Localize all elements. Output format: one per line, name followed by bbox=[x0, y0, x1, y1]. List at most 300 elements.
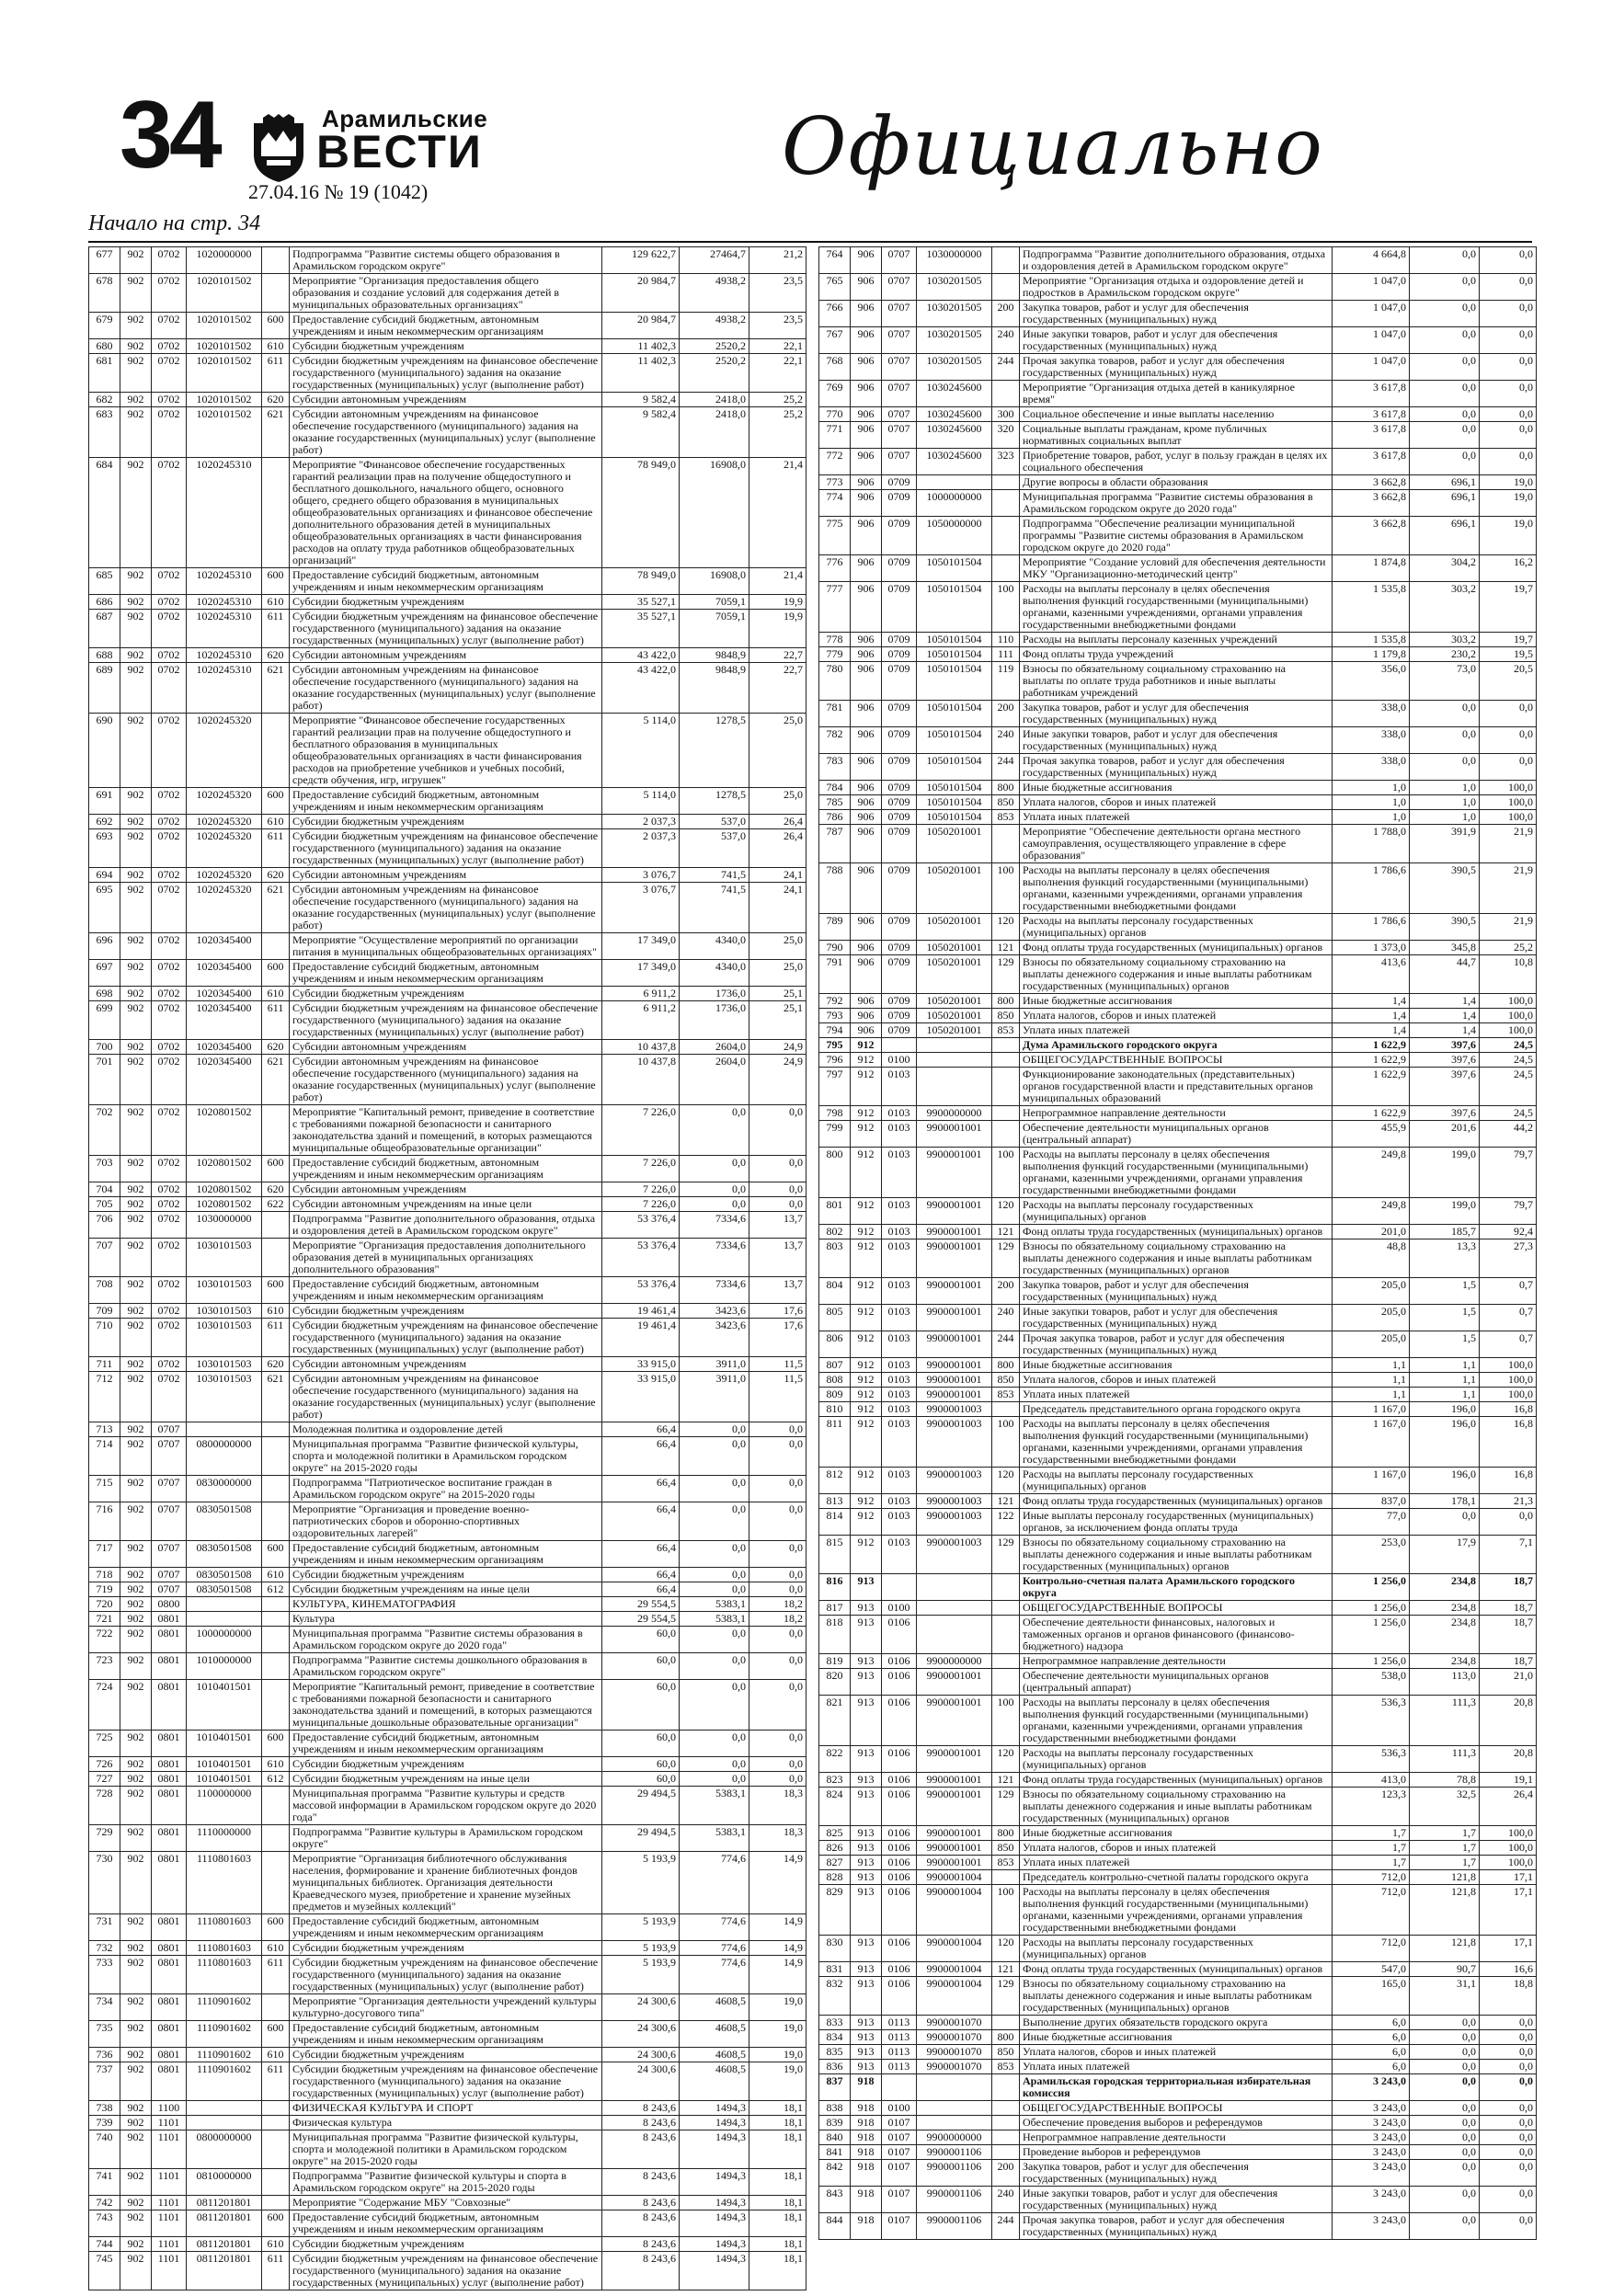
execution-percent: 19,1 bbox=[1480, 1773, 1537, 1788]
dept-code: 913 bbox=[851, 1885, 882, 1936]
execution-percent: 44,2 bbox=[1480, 1121, 1537, 1148]
row-number: 701 bbox=[89, 1055, 120, 1105]
target-code: 1050201001 bbox=[917, 825, 992, 863]
item-name: Подпрограмма "Развитие физической культуры и спорта в Арамильском городском округе" на 2015-2020 годы bbox=[290, 2169, 602, 2196]
dept-code: 906 bbox=[851, 517, 882, 555]
target-code: 1020245310 bbox=[187, 610, 262, 648]
planned-amount: 1 047,0 bbox=[1333, 354, 1410, 381]
dept-code: 912 bbox=[851, 1068, 882, 1106]
expense-type: 300 bbox=[992, 407, 1020, 422]
target-code: 9900001003 bbox=[917, 1509, 992, 1536]
planned-amount: 5 193,9 bbox=[602, 1914, 680, 1941]
planned-amount: 455,9 bbox=[1333, 1121, 1410, 1148]
table-row bbox=[89, 1304, 806, 1319]
executed-amount: 0,0 bbox=[1410, 2116, 1480, 2130]
planned-amount: 10 437,8 bbox=[602, 1040, 680, 1055]
dept-code: 902 bbox=[120, 829, 152, 868]
dept-code: 913 bbox=[851, 1773, 882, 1788]
expense-type bbox=[992, 247, 1020, 274]
planned-amount: 24 300,6 bbox=[602, 2048, 680, 2062]
dept-code: 902 bbox=[120, 648, 152, 663]
expense-type bbox=[262, 2116, 290, 2130]
execution-percent: 19,0 bbox=[1480, 475, 1537, 490]
section-code: 0709 bbox=[882, 1023, 917, 1038]
row-number: 698 bbox=[89, 987, 120, 1001]
executed-amount: 696,1 bbox=[1410, 517, 1480, 555]
planned-amount: 712,0 bbox=[1333, 1885, 1410, 1936]
item-name: Мероприятие "Осуществление мероприятий по организации питания в муниципальных общеобразовательных организациях" bbox=[290, 933, 602, 960]
executed-amount: 2604,0 bbox=[680, 1040, 749, 1055]
dept-code: 913 bbox=[851, 1654, 882, 1669]
execution-percent: 18,7 bbox=[1480, 1616, 1537, 1654]
item-name: Предоставление субсидий бюджетным, автономным учреждениям и иным некоммерческим организациям bbox=[290, 1914, 602, 1941]
item-name: Субсидии автономным учреждениям bbox=[290, 1357, 602, 1372]
target-code: 1010401501 bbox=[187, 1680, 262, 1731]
table-row bbox=[819, 1023, 1537, 1038]
execution-percent: 17,1 bbox=[1480, 1936, 1537, 1962]
row-number: 792 bbox=[819, 994, 851, 1009]
dept-code: 906 bbox=[851, 381, 882, 407]
table-row bbox=[89, 2021, 806, 2048]
expense-type: 621 bbox=[262, 1372, 290, 1422]
right-budget-column bbox=[818, 246, 1536, 2245]
expense-type bbox=[992, 2074, 1020, 2101]
planned-amount: 1 622,9 bbox=[1333, 1068, 1410, 1106]
row-number: 833 bbox=[819, 2016, 851, 2030]
target-code: 1020245320 bbox=[187, 714, 262, 788]
expense-type: 129 bbox=[992, 955, 1020, 994]
dept-code: 902 bbox=[120, 1239, 152, 1277]
execution-percent: 19,7 bbox=[1480, 582, 1537, 633]
planned-amount: 205,0 bbox=[1333, 1305, 1410, 1331]
execution-percent: 18,2 bbox=[749, 1597, 806, 1612]
execution-percent: 17,1 bbox=[1480, 1885, 1537, 1936]
dept-code: 902 bbox=[120, 1319, 152, 1357]
execution-percent: 0,0 bbox=[1480, 2116, 1537, 2130]
expense-type bbox=[992, 1669, 1020, 1696]
dept-code: 906 bbox=[851, 475, 882, 490]
expense-type bbox=[992, 381, 1020, 407]
dept-code: 902 bbox=[120, 868, 152, 883]
expense-type bbox=[262, 1787, 290, 1825]
planned-amount: 24 300,6 bbox=[602, 2021, 680, 2048]
execution-percent: 17,6 bbox=[749, 1319, 806, 1357]
section-code: 0801 bbox=[152, 2048, 187, 2062]
expense-type: 611 bbox=[262, 829, 290, 868]
table-row bbox=[89, 714, 806, 788]
section-code bbox=[882, 2074, 917, 2101]
row-number: 843 bbox=[819, 2187, 851, 2213]
executed-amount: 1,1 bbox=[1410, 1373, 1480, 1388]
execution-percent: 0,0 bbox=[749, 1541, 806, 1568]
table-row bbox=[819, 1669, 1537, 1696]
planned-amount: 1 373,0 bbox=[1333, 941, 1410, 955]
execution-percent: 14,9 bbox=[749, 1852, 806, 1914]
target-code: 1020101502 bbox=[187, 339, 262, 354]
dept-code: 918 bbox=[851, 2130, 882, 2145]
item-name: Подпрограмма "Развитие системы дошкольного образования в Арамильском городском округе" bbox=[290, 1653, 602, 1680]
item-name: Прочая закупка товаров, работ и услуг для обеспечения государственных (муниципальных) нужд bbox=[1020, 354, 1333, 381]
expense-type bbox=[262, 933, 290, 960]
planned-amount: 60,0 bbox=[602, 1653, 680, 1680]
target-code: 9900001001 bbox=[917, 1388, 992, 1402]
execution-percent: 25,1 bbox=[749, 1001, 806, 1040]
target-code: 1110901602 bbox=[187, 2048, 262, 2062]
target-code: 1020101502 bbox=[187, 274, 262, 313]
execution-percent: 0,7 bbox=[1480, 1331, 1537, 1358]
executed-amount: 0,0 bbox=[1410, 2160, 1480, 2187]
table-row bbox=[89, 1437, 806, 1476]
dept-code: 902 bbox=[120, 393, 152, 407]
dept-code: 902 bbox=[120, 1105, 152, 1156]
table-row bbox=[819, 2060, 1537, 2074]
section-code: 0702 bbox=[152, 788, 187, 815]
planned-amount: 3 617,8 bbox=[1333, 381, 1410, 407]
expense-type: 611 bbox=[262, 1956, 290, 1994]
expense-type: 611 bbox=[262, 2062, 290, 2101]
target-code: 9900001070 bbox=[917, 2016, 992, 2030]
table-row bbox=[89, 1568, 806, 1582]
executed-amount: 1,0 bbox=[1410, 781, 1480, 795]
item-name: Иные закупки товаров, работ и услуг для обеспечения государственных (муниципальных) нужд bbox=[1020, 1305, 1333, 1331]
section-code: 0707 bbox=[882, 407, 917, 422]
expense-type: 600 bbox=[262, 788, 290, 815]
table-row bbox=[819, 1870, 1537, 1885]
section-code: 0100 bbox=[882, 2101, 917, 2116]
execution-percent: 18,1 bbox=[749, 2116, 806, 2130]
expense-type: 620 bbox=[262, 1182, 290, 1197]
planned-amount: 3 243,0 bbox=[1333, 2213, 1410, 2240]
execution-percent: 18,2 bbox=[749, 1612, 806, 1627]
target-code: 1030201505 bbox=[917, 301, 992, 327]
execution-percent: 0,0 bbox=[749, 1772, 806, 1787]
execution-percent: 16,6 bbox=[1480, 1962, 1537, 1977]
item-name: Субсидии автономным учреждениям на финансовое обеспечение государственного (муниципального) задания на оказание государственных (муниципальных) услуг (выполнение работ) bbox=[290, 1372, 602, 1422]
expense-type bbox=[262, 274, 290, 313]
table-row bbox=[819, 1038, 1537, 1053]
planned-amount: 1,4 bbox=[1333, 1009, 1410, 1023]
executed-amount: 0,0 bbox=[680, 1105, 749, 1156]
row-number: 700 bbox=[89, 1040, 120, 1055]
section-code: 0707 bbox=[152, 1422, 187, 1437]
expense-type: 600 bbox=[262, 2210, 290, 2237]
planned-amount: 3 076,7 bbox=[602, 868, 680, 883]
planned-amount: 1 047,0 bbox=[1333, 327, 1410, 354]
target-code: 1050201001 bbox=[917, 1009, 992, 1023]
section-code: 0103 bbox=[882, 1388, 917, 1402]
target-code: 1030000000 bbox=[917, 247, 992, 274]
table-row bbox=[89, 1597, 806, 1612]
executed-amount: 0,0 bbox=[680, 1680, 749, 1731]
planned-amount: 66,4 bbox=[602, 1502, 680, 1541]
target-code: 1050101504 bbox=[917, 781, 992, 795]
dept-code: 902 bbox=[120, 1541, 152, 1568]
dept-code: 912 bbox=[851, 1536, 882, 1574]
section-code: 0702 bbox=[152, 987, 187, 1001]
row-number: 806 bbox=[819, 1331, 851, 1358]
dept-code: 913 bbox=[851, 1977, 882, 2016]
planned-amount: 3 617,8 bbox=[1333, 449, 1410, 475]
execution-percent: 19,0 bbox=[749, 2021, 806, 2048]
target-code bbox=[917, 2116, 992, 2130]
expense-type bbox=[262, 458, 290, 568]
item-name: Мероприятие "Организация и проведение военно-патриотических сборов и оборонно-спортивных оздоровительных лагерей" bbox=[290, 1502, 602, 1541]
dept-code: 918 bbox=[851, 2145, 882, 2160]
dept-code: 902 bbox=[120, 815, 152, 829]
expense-type: 244 bbox=[992, 2213, 1020, 2240]
planned-amount: 3 243,0 bbox=[1333, 2145, 1410, 2160]
target-code: 9900001003 bbox=[917, 1402, 992, 1417]
section-code: 0709 bbox=[882, 1009, 917, 1023]
expense-type: 100 bbox=[992, 863, 1020, 914]
section-code: 0709 bbox=[882, 490, 917, 517]
target-code: 0811201801 bbox=[187, 2237, 262, 2252]
planned-amount: 9 582,4 bbox=[602, 393, 680, 407]
section-code: 0800 bbox=[152, 1597, 187, 1612]
planned-amount: 1 167,0 bbox=[1333, 1402, 1410, 1417]
section-code: 0702 bbox=[152, 458, 187, 568]
planned-amount: 66,4 bbox=[602, 1541, 680, 1568]
execution-percent: 24,9 bbox=[749, 1040, 806, 1055]
expense-type bbox=[992, 1574, 1020, 1601]
dept-code: 902 bbox=[120, 313, 152, 339]
table-row bbox=[89, 247, 806, 274]
target-code: 1020245320 bbox=[187, 788, 262, 815]
target-code: 1110901602 bbox=[187, 2021, 262, 2048]
executed-amount: 185,7 bbox=[1410, 1225, 1480, 1239]
expense-type: 200 bbox=[992, 301, 1020, 327]
dept-code: 902 bbox=[120, 1653, 152, 1680]
expense-type: 850 bbox=[992, 1841, 1020, 1856]
row-number: 768 bbox=[819, 354, 851, 381]
executed-amount: 196,0 bbox=[1410, 1402, 1480, 1417]
item-name: Подпрограмма "Развитие дополнительного образования, отдыха и оздоровления детей в Арамильском городском округе" bbox=[290, 1212, 602, 1239]
execution-percent: 14,9 bbox=[749, 1914, 806, 1941]
expense-type: 611 bbox=[262, 610, 290, 648]
expense-type: 620 bbox=[262, 393, 290, 407]
section-code: 0707 bbox=[882, 274, 917, 301]
expense-type: 850 bbox=[992, 1009, 1020, 1023]
target-code bbox=[917, 1053, 992, 1068]
table-row bbox=[89, 815, 806, 829]
row-number: 740 bbox=[89, 2130, 120, 2169]
expense-type bbox=[992, 1053, 1020, 1068]
target-code: 1050101504 bbox=[917, 727, 992, 754]
dept-code: 912 bbox=[851, 1373, 882, 1388]
dept-code: 902 bbox=[120, 1212, 152, 1239]
row-number: 705 bbox=[89, 1197, 120, 1212]
expense-type: 800 bbox=[992, 1826, 1020, 1841]
row-number: 713 bbox=[89, 1422, 120, 1437]
item-name: КУЛЬТУРА, КИНЕМАТОГРАФИЯ bbox=[290, 1597, 602, 1612]
target-code: 1030245600 bbox=[917, 449, 992, 475]
target-code: 9900001001 bbox=[917, 1305, 992, 1331]
execution-percent: 0,0 bbox=[1480, 701, 1537, 727]
row-number: 832 bbox=[819, 1977, 851, 2016]
execution-percent: 24,1 bbox=[749, 883, 806, 933]
section-code: 0107 bbox=[882, 2116, 917, 2130]
dept-code: 906 bbox=[851, 863, 882, 914]
table-row bbox=[819, 1305, 1537, 1331]
expense-type: 611 bbox=[262, 1319, 290, 1357]
section-code: 0707 bbox=[152, 1582, 187, 1597]
section-code: 0709 bbox=[882, 914, 917, 941]
planned-amount: 66,4 bbox=[602, 1582, 680, 1597]
item-name: Мероприятие "Организация отдыха детей в каникулярное время" bbox=[1020, 381, 1333, 407]
section-code: 1101 bbox=[152, 2169, 187, 2196]
planned-amount: 1,0 bbox=[1333, 810, 1410, 825]
item-name: Взносы по обязательному социальному страхованию на выплаты денежного содержания и иные выплаты работникам государственных (муниципальных) органов bbox=[1020, 1536, 1333, 1574]
target-code: 9900001003 bbox=[917, 1494, 992, 1509]
item-name: ОБЩЕГОСУДАРСТВЕННЫЕ ВОПРОСЫ bbox=[1020, 1053, 1333, 1068]
section-code: 0106 bbox=[882, 1669, 917, 1696]
executed-amount: 90,7 bbox=[1410, 1962, 1480, 1977]
dept-code: 902 bbox=[120, 663, 152, 714]
planned-amount: 17 349,0 bbox=[602, 960, 680, 987]
row-number: 727 bbox=[89, 1772, 120, 1787]
executed-amount: 0,0 bbox=[680, 1182, 749, 1197]
target-code: 9900001001 bbox=[917, 1358, 992, 1373]
section-code: 0702 bbox=[152, 595, 187, 610]
expense-type: 600 bbox=[262, 960, 290, 987]
execution-percent: 27,3 bbox=[1480, 1239, 1537, 1278]
planned-amount: 3 243,0 bbox=[1333, 2116, 1410, 2130]
row-number: 729 bbox=[89, 1825, 120, 1852]
executed-amount: 0,0 bbox=[680, 1476, 749, 1502]
dept-code: 906 bbox=[851, 781, 882, 795]
target-code bbox=[917, 475, 992, 490]
target-code: 9900001001 bbox=[917, 1826, 992, 1841]
expense-type bbox=[992, 1402, 1020, 1417]
dept-code: 913 bbox=[851, 1574, 882, 1601]
expense-type: 800 bbox=[992, 1358, 1020, 1373]
section-code: 0103 bbox=[882, 1239, 917, 1278]
row-number: 802 bbox=[819, 1225, 851, 1239]
item-name: Уплата налогов, сборов и иных платежей bbox=[1020, 1009, 1333, 1023]
item-name: Взносы по обязательному социальному страхованию на выплаты денежного содержания и иные выплаты работникам государственных (муниципальных) органов bbox=[1020, 1977, 1333, 2016]
section-code: 0702 bbox=[152, 933, 187, 960]
dept-code: 902 bbox=[120, 1941, 152, 1956]
row-number: 774 bbox=[819, 490, 851, 517]
executed-amount: 2418,0 bbox=[680, 407, 749, 458]
execution-percent: 24,5 bbox=[1480, 1106, 1537, 1121]
planned-amount: 1,0 bbox=[1333, 795, 1410, 810]
row-number: 733 bbox=[89, 1956, 120, 1994]
execution-percent: 25,2 bbox=[749, 407, 806, 458]
row-number: 810 bbox=[819, 1402, 851, 1417]
dept-code: 913 bbox=[851, 2045, 882, 2060]
target-code: 1020345400 bbox=[187, 987, 262, 1001]
target-code: 9900001106 bbox=[917, 2187, 992, 2213]
row-number: 770 bbox=[819, 407, 851, 422]
execution-percent: 25,0 bbox=[749, 788, 806, 815]
target-code: 1020801502 bbox=[187, 1182, 262, 1197]
target-code: 1030000000 bbox=[187, 1212, 262, 1239]
execution-percent: 24,5 bbox=[1480, 1038, 1537, 1053]
executed-amount: 5383,1 bbox=[680, 1612, 749, 1627]
executed-amount: 0,0 bbox=[1410, 2074, 1480, 2101]
item-name: Муниципальная программа "Развитие системы образования в Арамильском городском округе до 2020 года" bbox=[1020, 490, 1333, 517]
dept-code: 913 bbox=[851, 1746, 882, 1773]
section-code: 0103 bbox=[882, 1225, 917, 1239]
planned-amount: 3 243,0 bbox=[1333, 2101, 1410, 2116]
executed-amount: 0,0 bbox=[1410, 2060, 1480, 2074]
planned-amount: 1 256,0 bbox=[1333, 1616, 1410, 1654]
dept-code: 902 bbox=[120, 1156, 152, 1182]
target-code: 1030201505 bbox=[917, 274, 992, 301]
item-name: Иные закупки товаров, работ и услуг для обеспечения государственных (муниципальных) нужд bbox=[1020, 327, 1333, 354]
section-code: 0106 bbox=[882, 1788, 917, 1826]
execution-percent: 16,8 bbox=[1480, 1468, 1537, 1494]
row-number: 778 bbox=[819, 633, 851, 647]
row-number: 723 bbox=[89, 1653, 120, 1680]
item-name: Фонд оплаты труда государственных (муниципальных) органов bbox=[1020, 1494, 1333, 1509]
row-number: 707 bbox=[89, 1239, 120, 1277]
target-code bbox=[187, 2101, 262, 2116]
executed-amount: 5383,1 bbox=[680, 1597, 749, 1612]
target-code: 1110801603 bbox=[187, 1941, 262, 1956]
target-code: 1030101503 bbox=[187, 1357, 262, 1372]
section-code: 0103 bbox=[882, 1068, 917, 1106]
table-row bbox=[819, 633, 1537, 647]
item-name: Расходы на выплаты персоналу в целях обеспечения выполнения функций государственными (муниципальными) органами, казенными учреждениями, органами управления государственными внебюджетными фондами bbox=[1020, 1696, 1333, 1746]
target-code: 1110901602 bbox=[187, 1994, 262, 2021]
planned-amount: 33 915,0 bbox=[602, 1357, 680, 1372]
execution-percent: 0,0 bbox=[749, 1757, 806, 1772]
executed-amount: 0,0 bbox=[1410, 381, 1480, 407]
target-code: 1020245320 bbox=[187, 815, 262, 829]
section-code: 0106 bbox=[882, 1696, 917, 1746]
item-name: Мероприятие "Организация отдыха и оздоровление детей и подростков в Арамильском городском округе" bbox=[1020, 274, 1333, 301]
execution-percent: 0,7 bbox=[1480, 1305, 1537, 1331]
target-code: 0830501508 bbox=[187, 1502, 262, 1541]
executed-amount: 13,3 bbox=[1410, 1239, 1480, 1278]
section-code: 0702 bbox=[152, 883, 187, 933]
item-name: Предоставление субсидий бюджетным, автономным учреждениям и иным некоммерческим организациям bbox=[290, 568, 602, 595]
row-number: 690 bbox=[89, 714, 120, 788]
target-code: 9900001001 bbox=[917, 1856, 992, 1870]
target-code: 9900001001 bbox=[917, 1746, 992, 1773]
table-row bbox=[89, 1105, 806, 1156]
target-code: 0830501508 bbox=[187, 1541, 262, 1568]
planned-amount: 3 662,8 bbox=[1333, 475, 1410, 490]
row-number: 797 bbox=[819, 1068, 851, 1106]
section-code: 0103 bbox=[882, 1494, 917, 1509]
table-row bbox=[819, 701, 1537, 727]
row-number: 691 bbox=[89, 788, 120, 815]
executed-amount: 303,2 bbox=[1410, 582, 1480, 633]
table-row bbox=[89, 1653, 806, 1680]
planned-amount: 8 243,6 bbox=[602, 2196, 680, 2210]
item-name: Взносы по обязательному социальному страхованию на выплаты по оплате труда работников и иные выплаты работникам учреждений bbox=[1020, 662, 1333, 701]
table-row bbox=[89, 987, 806, 1001]
execution-percent: 18,1 bbox=[749, 2101, 806, 2116]
expense-type: 610 bbox=[262, 1757, 290, 1772]
row-number: 795 bbox=[819, 1038, 851, 1053]
row-number: 837 bbox=[819, 2074, 851, 2101]
target-code bbox=[917, 1068, 992, 1106]
table-row bbox=[819, 2213, 1537, 2240]
row-number: 836 bbox=[819, 2060, 851, 2074]
table-row bbox=[89, 1941, 806, 1956]
execution-percent: 0,0 bbox=[749, 1680, 806, 1731]
item-name: Субсидии бюджетным учреждениям на финансовое обеспечение государственного (муниципального) задания на оказание государственных (муниципальных) услуг (выполнение работ) bbox=[290, 1319, 602, 1357]
item-name: Расходы на выплаты персоналу государственных (муниципальных) органов bbox=[1020, 1468, 1333, 1494]
row-number: 684 bbox=[89, 458, 120, 568]
section-code: 0707 bbox=[882, 449, 917, 475]
target-code: 9900001001 bbox=[917, 1121, 992, 1148]
execution-percent: 0,0 bbox=[1480, 2187, 1537, 2213]
